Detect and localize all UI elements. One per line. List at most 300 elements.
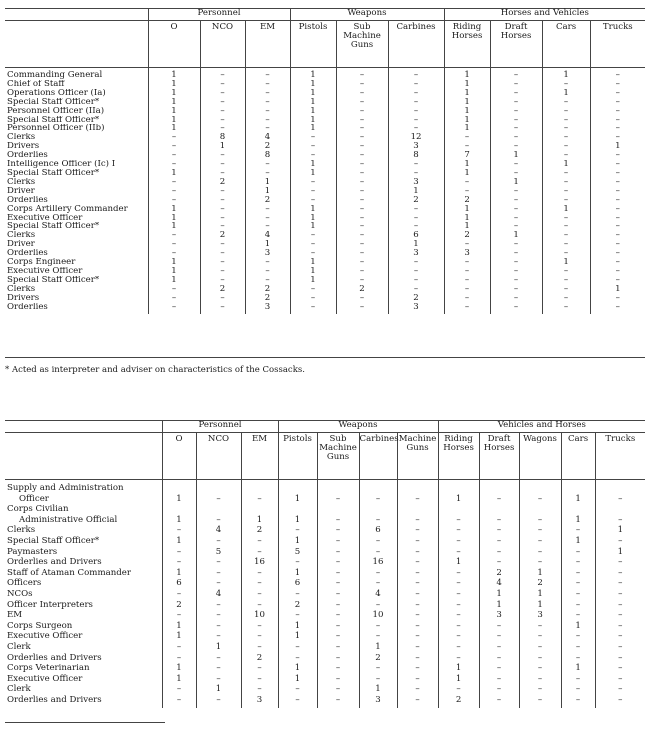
table-cell: 1 bbox=[162, 568, 196, 579]
column-header-row-2 bbox=[5, 433, 645, 480]
table-cell: – bbox=[200, 267, 245, 276]
table-cell: – bbox=[397, 536, 438, 547]
table-cell-empty bbox=[519, 504, 561, 515]
table-cell: 1 bbox=[148, 107, 200, 116]
table-cell: 3 bbox=[444, 249, 490, 258]
table-cell: – bbox=[162, 610, 196, 621]
row-label: Orderlies bbox=[7, 249, 48, 259]
table-cell: – bbox=[479, 536, 519, 547]
table-cell-empty bbox=[479, 504, 519, 515]
table-cell: – bbox=[359, 547, 397, 558]
table-cell-empty bbox=[162, 480, 196, 494]
table-cell: – bbox=[200, 107, 245, 116]
row-label: Paymasters bbox=[7, 546, 58, 557]
table-cell: – bbox=[438, 653, 479, 664]
table-cell: – bbox=[162, 695, 196, 709]
table-cell: – bbox=[490, 68, 542, 80]
column-header: Cars bbox=[561, 433, 595, 480]
table-cell: – bbox=[245, 169, 290, 178]
table-cell: – bbox=[490, 258, 542, 267]
group-header-personnel-2: Personnel bbox=[162, 421, 278, 433]
table-cell: – bbox=[561, 653, 595, 664]
column-header: Riding Horses bbox=[438, 433, 479, 480]
table-cell: – bbox=[397, 695, 438, 709]
table-cell: – bbox=[542, 142, 590, 151]
table-row bbox=[5, 178, 645, 187]
table-cell: – bbox=[359, 578, 397, 589]
table-cell: – bbox=[148, 142, 200, 151]
table-cell: – bbox=[317, 674, 359, 685]
table-row bbox=[5, 303, 645, 315]
table-cell: – bbox=[490, 214, 542, 223]
table-cell: 10 bbox=[241, 610, 278, 621]
table-cell: – bbox=[595, 568, 645, 579]
table-cell: 1 bbox=[200, 142, 245, 151]
row-label: Commanding General bbox=[7, 70, 103, 80]
table-cell: – bbox=[290, 249, 336, 258]
table-cell: 4 bbox=[245, 133, 290, 142]
row-label: Personnel Officer (IIb) bbox=[7, 124, 105, 134]
table-cell: – bbox=[317, 610, 359, 621]
table-row bbox=[5, 142, 645, 151]
table-cell: – bbox=[490, 169, 542, 178]
table-cell: 1 bbox=[444, 68, 490, 80]
table-cell: – bbox=[444, 142, 490, 151]
row-label: Intelligence Officer (Ic) I bbox=[7, 160, 116, 169]
table-cell: 1 bbox=[196, 642, 241, 653]
row-label: Supply and Administration bbox=[7, 483, 124, 493]
table-cell: 2 bbox=[245, 285, 290, 294]
row-label: Driver bbox=[7, 240, 35, 250]
row-label: Staff of Ataman Commander bbox=[7, 567, 131, 578]
table-cell: 1 bbox=[490, 178, 542, 187]
table-cell-empty bbox=[162, 504, 196, 515]
table-cell: – bbox=[561, 557, 595, 568]
table-cell: – bbox=[595, 621, 645, 632]
table-cell: – bbox=[490, 124, 542, 133]
table-cell: – bbox=[336, 133, 388, 142]
table-cell: – bbox=[519, 547, 561, 558]
table-cell: 1 bbox=[241, 515, 278, 526]
table-cell: 1 bbox=[438, 663, 479, 674]
table-cell: 3 bbox=[479, 610, 519, 621]
table-cell: – bbox=[196, 695, 241, 709]
group-header-horses-vehicles: Horses and Vehicles bbox=[444, 9, 645, 21]
table-cell: – bbox=[590, 178, 645, 187]
table-cell: 1 bbox=[388, 187, 444, 196]
table-cell: 1 bbox=[542, 68, 590, 80]
table-cell: – bbox=[595, 536, 645, 547]
table-cell: – bbox=[336, 231, 388, 240]
table-cell-empty bbox=[561, 480, 595, 494]
table-cell: 2 bbox=[359, 653, 397, 664]
table-cell: – bbox=[542, 178, 590, 187]
row-label: Corps Civilian bbox=[7, 504, 69, 515]
table-cell: – bbox=[241, 578, 278, 589]
table-cell: – bbox=[241, 547, 278, 558]
table-cell-empty bbox=[278, 480, 317, 494]
table-cell: 1 bbox=[148, 98, 200, 107]
table-cell: – bbox=[438, 515, 479, 526]
table-cell: 1 bbox=[245, 178, 290, 187]
table-cell: – bbox=[388, 107, 444, 116]
column-header: Machine Guns bbox=[397, 433, 438, 480]
table-cell: – bbox=[162, 684, 196, 695]
table-cell: – bbox=[278, 642, 317, 653]
table-cell: 1 bbox=[278, 494, 317, 505]
table-2-bottom-rule bbox=[5, 722, 165, 723]
table-cell: – bbox=[479, 515, 519, 526]
table-cell: – bbox=[519, 515, 561, 526]
table-cell: – bbox=[388, 222, 444, 231]
table-cell-empty bbox=[397, 504, 438, 515]
table-cell: – bbox=[336, 187, 388, 196]
table-cell: – bbox=[542, 116, 590, 125]
table-cell: – bbox=[561, 600, 595, 611]
column-header: Carbines bbox=[359, 433, 397, 480]
table-cell: 2 bbox=[245, 142, 290, 151]
table-row bbox=[5, 116, 645, 125]
table-cell: – bbox=[490, 267, 542, 276]
row-label: Special Staff Officer* bbox=[7, 222, 100, 232]
table-cell: 1 bbox=[278, 663, 317, 674]
table-cell: – bbox=[200, 68, 245, 80]
table-cell: – bbox=[561, 525, 595, 536]
table-cell: – bbox=[590, 107, 645, 116]
table-cell: – bbox=[278, 525, 317, 536]
table-row bbox=[5, 515, 645, 526]
table-cell: 2 bbox=[241, 653, 278, 664]
table-cell: – bbox=[278, 589, 317, 600]
table-cell: – bbox=[490, 285, 542, 294]
table-cell: – bbox=[359, 663, 397, 674]
table-cell: – bbox=[590, 303, 645, 315]
table-cell: – bbox=[388, 258, 444, 267]
table-row bbox=[5, 258, 645, 267]
table-cell: 3 bbox=[388, 303, 444, 315]
table-row bbox=[5, 674, 645, 685]
table-cell: – bbox=[595, 642, 645, 653]
table-cell: – bbox=[590, 68, 645, 80]
table-cell-empty bbox=[196, 504, 241, 515]
table-cell: – bbox=[490, 196, 542, 205]
table-cell: – bbox=[479, 547, 519, 558]
table-cell: – bbox=[479, 631, 519, 642]
table-cell: 3 bbox=[241, 695, 278, 709]
table-cell: 1 bbox=[561, 494, 595, 505]
group-header-personnel: Personnel bbox=[148, 9, 290, 21]
table-cell: – bbox=[590, 276, 645, 285]
table-row bbox=[5, 504, 645, 515]
table-cell: – bbox=[200, 187, 245, 196]
table-cell: – bbox=[519, 621, 561, 632]
row-label: Driver bbox=[7, 186, 35, 196]
table-cell: – bbox=[148, 285, 200, 294]
table-cell: 1 bbox=[148, 80, 200, 89]
table-cell: – bbox=[196, 631, 241, 642]
table-cell: – bbox=[317, 578, 359, 589]
table-cell: – bbox=[595, 695, 645, 709]
table-cell: – bbox=[590, 133, 645, 142]
group-header-weapons: Weapons bbox=[290, 9, 444, 21]
table-cell: 1 bbox=[438, 674, 479, 685]
table-cell: 1 bbox=[162, 674, 196, 685]
row-label: Personnel Officer (IIa) bbox=[7, 106, 105, 116]
row-label: Special Staff Officer* bbox=[7, 115, 100, 125]
table-cell: 1 bbox=[290, 276, 336, 285]
table-cell: – bbox=[290, 142, 336, 151]
column-header: Trucks bbox=[590, 21, 645, 68]
table-cell: – bbox=[336, 222, 388, 231]
table-row bbox=[5, 568, 645, 579]
row-label: Drivers bbox=[7, 142, 40, 152]
table-cell: 1 bbox=[290, 267, 336, 276]
table-cell: – bbox=[290, 303, 336, 315]
table-cell: – bbox=[290, 187, 336, 196]
table-cell: 2 bbox=[200, 231, 245, 240]
table-cell: 1 bbox=[162, 536, 196, 547]
table-row bbox=[5, 621, 645, 632]
table-cell: – bbox=[595, 557, 645, 568]
table-cell: – bbox=[317, 663, 359, 674]
table-cell: – bbox=[519, 557, 561, 568]
table-cell: – bbox=[542, 231, 590, 240]
table-cell: – bbox=[359, 631, 397, 642]
table-cell-empty bbox=[317, 504, 359, 515]
table-cell: – bbox=[490, 80, 542, 89]
table-cell: – bbox=[336, 160, 388, 169]
table-cell: – bbox=[590, 89, 645, 98]
table-cell-empty bbox=[438, 504, 479, 515]
table-cell: – bbox=[336, 294, 388, 303]
row-label: Corps Veterinarian bbox=[7, 663, 90, 674]
table-row bbox=[5, 695, 645, 709]
table-cell: 2 bbox=[388, 196, 444, 205]
table-cell: – bbox=[245, 124, 290, 133]
table-cell: – bbox=[490, 133, 542, 142]
table-cell: – bbox=[490, 276, 542, 285]
table-cell: 1 bbox=[290, 258, 336, 267]
table-cell: – bbox=[196, 568, 241, 579]
table-2-body bbox=[5, 480, 645, 709]
table-cell: – bbox=[336, 276, 388, 285]
table-cell: 1 bbox=[278, 674, 317, 685]
table-cell: – bbox=[336, 151, 388, 160]
table-cell: 1 bbox=[162, 631, 196, 642]
table-cell: 4 bbox=[479, 578, 519, 589]
table-cell: 1 bbox=[148, 124, 200, 133]
table-cell: – bbox=[290, 231, 336, 240]
table-cell: – bbox=[200, 80, 245, 89]
table-cell: – bbox=[397, 642, 438, 653]
table-cell: 3 bbox=[519, 610, 561, 621]
row-label: Clerks bbox=[7, 525, 36, 536]
table-cell: – bbox=[561, 642, 595, 653]
table-cell: – bbox=[317, 684, 359, 695]
table-cell: 1 bbox=[444, 124, 490, 133]
table-cell: – bbox=[245, 98, 290, 107]
table-cell: – bbox=[590, 196, 645, 205]
table-cell: 1 bbox=[162, 494, 196, 505]
table-cell: – bbox=[444, 178, 490, 187]
table-cell: – bbox=[245, 116, 290, 125]
table-cell: – bbox=[388, 214, 444, 223]
table-cell: 1 bbox=[444, 205, 490, 214]
row-label: Orderlies bbox=[7, 195, 48, 205]
table-cell: – bbox=[444, 285, 490, 294]
table-cell: 2 bbox=[241, 525, 278, 536]
table-cell: – bbox=[490, 205, 542, 214]
table-cell: – bbox=[542, 276, 590, 285]
table-cell: – bbox=[359, 621, 397, 632]
table-cell: – bbox=[561, 674, 595, 685]
table-cell: 1 bbox=[245, 240, 290, 249]
table-cell: – bbox=[148, 294, 200, 303]
column-header: Pistols bbox=[290, 21, 336, 68]
table-cell: 1 bbox=[444, 214, 490, 223]
table-cell: – bbox=[317, 557, 359, 568]
table-row bbox=[5, 133, 645, 142]
table-cell: – bbox=[200, 294, 245, 303]
table-cell: – bbox=[595, 631, 645, 642]
table-row bbox=[5, 610, 645, 621]
row-label: Officers bbox=[7, 578, 42, 589]
table-cell: 2 bbox=[278, 600, 317, 611]
table-cell: – bbox=[397, 494, 438, 505]
table-cell: – bbox=[241, 589, 278, 600]
table-cell: 3 bbox=[388, 142, 444, 151]
table-cell: 1 bbox=[561, 621, 595, 632]
table-cell-empty bbox=[241, 504, 278, 515]
table-cell: – bbox=[490, 187, 542, 196]
table-cell: – bbox=[595, 515, 645, 526]
table-cell: – bbox=[490, 222, 542, 231]
table-cell: – bbox=[317, 653, 359, 664]
table-cell: – bbox=[519, 674, 561, 685]
column-header: O bbox=[162, 433, 196, 480]
table-cell: – bbox=[479, 525, 519, 536]
table-cell: – bbox=[196, 600, 241, 611]
table-cell: – bbox=[245, 267, 290, 276]
table-cell: – bbox=[444, 240, 490, 249]
table-cell: – bbox=[388, 80, 444, 89]
table-cell: – bbox=[200, 89, 245, 98]
table-cell: – bbox=[388, 98, 444, 107]
row-label: Clerks bbox=[7, 284, 36, 294]
table-cell: 1 bbox=[519, 568, 561, 579]
table-cell: 2 bbox=[336, 285, 388, 294]
table-cell: 1 bbox=[290, 89, 336, 98]
table-cell: 5 bbox=[196, 547, 241, 558]
row-label: Drivers bbox=[7, 293, 40, 303]
table-cell: – bbox=[200, 222, 245, 231]
table-cell-empty bbox=[196, 480, 241, 494]
column-header: Sub Machine Guns bbox=[317, 433, 359, 480]
table-cell-empty bbox=[595, 480, 645, 494]
table-cell: – bbox=[196, 674, 241, 685]
row-label: EM bbox=[7, 610, 23, 621]
table-cell: 4 bbox=[196, 589, 241, 600]
table-cell-empty bbox=[359, 504, 397, 515]
table-cell: – bbox=[519, 653, 561, 664]
table-cell: – bbox=[245, 80, 290, 89]
table-cell: – bbox=[317, 631, 359, 642]
table-cell: 1 bbox=[148, 258, 200, 267]
table-cell: – bbox=[519, 663, 561, 674]
table-cell: 16 bbox=[359, 557, 397, 568]
table-cell: – bbox=[397, 684, 438, 695]
table-cell: 10 bbox=[359, 610, 397, 621]
table-cell: – bbox=[561, 547, 595, 558]
table-cell: – bbox=[317, 642, 359, 653]
table-cell: – bbox=[196, 557, 241, 568]
table-row bbox=[5, 249, 645, 258]
table-cell: – bbox=[388, 116, 444, 125]
table-cell: – bbox=[479, 674, 519, 685]
table-row bbox=[5, 169, 645, 178]
table-cell: – bbox=[200, 196, 245, 205]
row-label: Executive Officer bbox=[7, 673, 83, 684]
table-cell: 6 bbox=[162, 578, 196, 589]
table-cell: – bbox=[200, 303, 245, 315]
table-cell: 1 bbox=[519, 600, 561, 611]
table-cell: 1 bbox=[542, 258, 590, 267]
table-cell-empty bbox=[359, 480, 397, 494]
table-cell: – bbox=[196, 536, 241, 547]
table-cell-empty bbox=[278, 504, 317, 515]
table-cell: – bbox=[542, 107, 590, 116]
row-label: Orderlies and Drivers bbox=[7, 652, 102, 663]
table-cell: – bbox=[148, 151, 200, 160]
table-cell: – bbox=[278, 653, 317, 664]
table-cell: – bbox=[388, 276, 444, 285]
table-cell: – bbox=[148, 303, 200, 315]
table-cell: – bbox=[438, 621, 479, 632]
table-row bbox=[5, 205, 645, 214]
table-cell: 1 bbox=[290, 169, 336, 178]
table-cell: – bbox=[336, 258, 388, 267]
table-cell: – bbox=[241, 642, 278, 653]
table-cell: – bbox=[595, 653, 645, 664]
row-label: Clerks bbox=[7, 231, 36, 241]
table-cell: – bbox=[196, 653, 241, 664]
table-cell: – bbox=[438, 536, 479, 547]
table-cell: – bbox=[590, 187, 645, 196]
table-row bbox=[5, 107, 645, 116]
table-cell-empty bbox=[519, 480, 561, 494]
table-cell: – bbox=[444, 258, 490, 267]
table-cell: – bbox=[542, 169, 590, 178]
row-label: Special Staff Officer* bbox=[7, 168, 100, 178]
table-cell: – bbox=[590, 169, 645, 178]
table-cell: 1 bbox=[278, 515, 317, 526]
row-label: Special Staff Officer* bbox=[7, 535, 100, 546]
table-cell: – bbox=[590, 240, 645, 249]
table-cell: – bbox=[438, 631, 479, 642]
table-cell: 1 bbox=[479, 589, 519, 600]
table-cell: – bbox=[590, 222, 645, 231]
table-cell: – bbox=[200, 205, 245, 214]
table-cell: – bbox=[595, 578, 645, 589]
table-cell: – bbox=[162, 653, 196, 664]
table-cell: 1 bbox=[148, 276, 200, 285]
row-label: Clerk bbox=[7, 641, 31, 652]
table-cell: – bbox=[148, 187, 200, 196]
column-header-row bbox=[5, 21, 645, 68]
table-cell: – bbox=[290, 285, 336, 294]
table-row bbox=[5, 285, 645, 294]
table-row bbox=[5, 151, 645, 160]
